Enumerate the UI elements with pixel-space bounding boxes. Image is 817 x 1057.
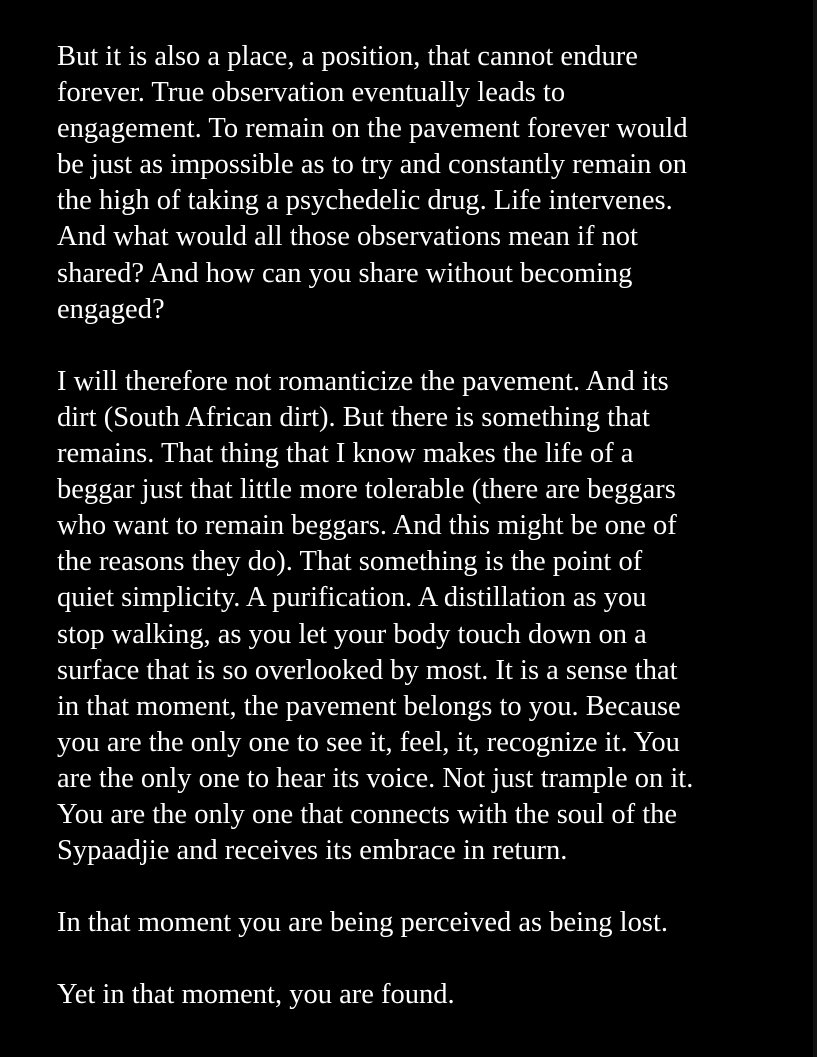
text-line: in that moment, the pavement belongs to you. Because: [57, 690, 681, 722]
paragraph-3: [57, 905, 797, 941]
paragraph-1: [57, 39, 797, 328]
text-line: quiet simplicity. A purification. A distillation as you: [57, 582, 647, 614]
text-line: dirt (South African dirt). But there is something that: [57, 401, 650, 433]
paragraph-spacer: [57, 869, 797, 905]
paragraph-4: [57, 977, 797, 1013]
text-line: But it is also a place, a position, that cannot endure: [57, 41, 638, 72]
paragraph-spacer: [57, 941, 797, 977]
text-line: I will therefore not romanticize the pavement. And its: [57, 365, 669, 397]
text-line: Sypaadjie and receives its embrace in return.: [57, 835, 568, 867]
text-line: forever. True observation eventually leads to: [57, 77, 566, 109]
text-line: Yet in that moment, you are found.: [57, 979, 455, 1011]
text-line: You are the only one that connects with the soul of the: [57, 798, 678, 830]
text-line: engaged?: [57, 293, 165, 325]
paragraph-2: [57, 364, 797, 869]
text-line: remains. That thing that I know makes the life of a: [57, 438, 634, 470]
text-line: stop walking, as you let your body touch down on a: [57, 618, 647, 650]
paragraph-spacer: [57, 328, 797, 364]
text-line: And what would all those observations mean if not: [57, 221, 638, 253]
text-line: shared? And how can you share without becoming: [57, 257, 633, 289]
text-line: are the only one to hear its voice. Not just trample on it.: [57, 762, 694, 794]
text-line: beggar just that little more tolerable (there are beggars: [57, 474, 676, 506]
text-line: In that moment you are being perceived as being lost.: [57, 907, 668, 939]
text-line: you are the only one to see it, feel, it, recognize it. You: [57, 726, 680, 758]
text-line: be just as impossible as to try and constantly remain on: [57, 149, 688, 181]
text-line: surface that is so overlooked by most. It is a sense that: [57, 654, 678, 686]
text-line: the high of taking a psychedelic drug. Life intervenes.: [57, 185, 673, 217]
document-text: [57, 39, 797, 1014]
text-line: the reasons they do). That something is the point of: [57, 546, 643, 578]
text-line: who want to remain beggars. And this might be one of: [57, 510, 677, 542]
text-line: engagement. To remain on the pavement forever would: [57, 113, 688, 145]
